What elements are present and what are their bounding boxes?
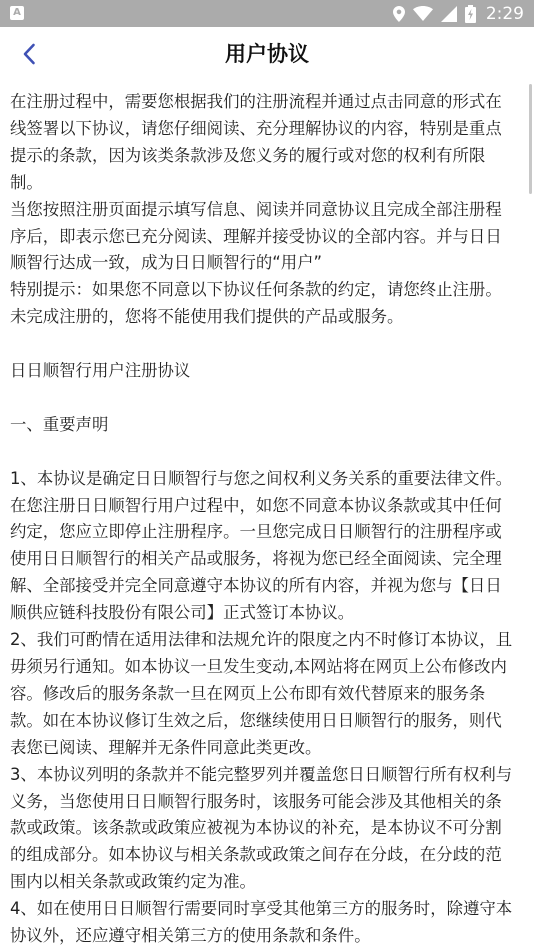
location-icon <box>393 6 405 22</box>
back-button[interactable] <box>12 37 46 71</box>
clause-4: 4、如在使用日日顺智行需要同时享受其他第三方的服务时，除遵守本协议外，还应遵守相关第三方的使用条款和条件。 <box>10 899 513 946</box>
chevron-left-icon <box>22 43 36 65</box>
agreement-consent-note: 当您按照注册页面提示填写信息、阅读并同意协议且完成全部注册程序后，即表示您已充分阅读、理解并接受协议的全部内容。并与日日顺智行达成一致，成为日日顺智行的“用户” <box>10 199 502 273</box>
agreement-intro: 在注册过程中，需要您根据我们的注册流程并通过点击同意的形式在线签署以下协议，请您仔细阅读、充分理解协议的内容，特别是重点提示的条款，因为该类条款涉及您义务的履行或对您的权利有所限制。 <box>10 92 502 192</box>
paragraph-spacer <box>10 331 518 358</box>
section-heading-important-statement: 一、重要声明 <box>10 414 109 434</box>
battery-icon <box>465 5 476 23</box>
status-bar <box>0 0 534 27</box>
agreement-content[interactable] <box>10 89 518 950</box>
status-time: 2:29 <box>485 3 524 24</box>
clause-3: 3、本协议列明的条款并不能完整罗列并覆盖您日日顺智行所有权利与义务，当您使用日日顺智行服务时，该服务可能会涉及其他相关的条款或政策。该条款或政策应被视为本协议的补充，是本协议不可分割的组成部分。如本协议与相关条款或政策之间存在分歧，在分歧的范围内以相关条款或政策约定为准。 <box>10 764 513 892</box>
clause-2: 2、我们可酌情在适用法律和法规允许的限度之内不时修订本协议，且毋须另行通知。如本协议一旦发生变动,本网站将在网页上公布修改内容。修改后的服务条款一旦在网页上公布即有效代替原来的服务条款。如在本协议修订生效之后，您继续使用日日顺智行的服务，则代表您已阅读、理解并无条件同意此类更改。 <box>10 630 513 757</box>
agreement-special-notice: 特别提示：如果您不同意以下协议任何条款的约定，请您终止注册。未完成注册的，您将不能使用我们提供的产品或服务。 <box>10 280 502 327</box>
app-header <box>0 27 534 81</box>
signal-icon <box>441 6 457 22</box>
page-title: 用户协议 <box>225 42 309 66</box>
wifi-icon <box>413 6 433 21</box>
content-scrollbar[interactable] <box>529 84 532 194</box>
paragraph-spacer <box>10 439 518 466</box>
app-notification-icon: A <box>10 6 24 20</box>
status-icons <box>393 0 524 27</box>
paragraph-spacer <box>10 385 518 412</box>
clause-1: 1、本协议是确定日日顺智行与您之间权利义务关系的重要法律文件。在您注册日日顺智行用户过程中，如您不同意本协议条款或其中任何约定，您应立即停止注册程序。一旦您完成日日顺智行的注册程序或使用日日顺智行的相关产品或服务，将视为您已经全面阅读、完全理解、全部接受并完全同意遵守本协议的所有内容，并视为您与【日日顺供应链科技股份有限公司】正式签订本协议。 <box>10 468 513 623</box>
agreement-heading: 日日顺智行用户注册协议 <box>10 361 191 381</box>
